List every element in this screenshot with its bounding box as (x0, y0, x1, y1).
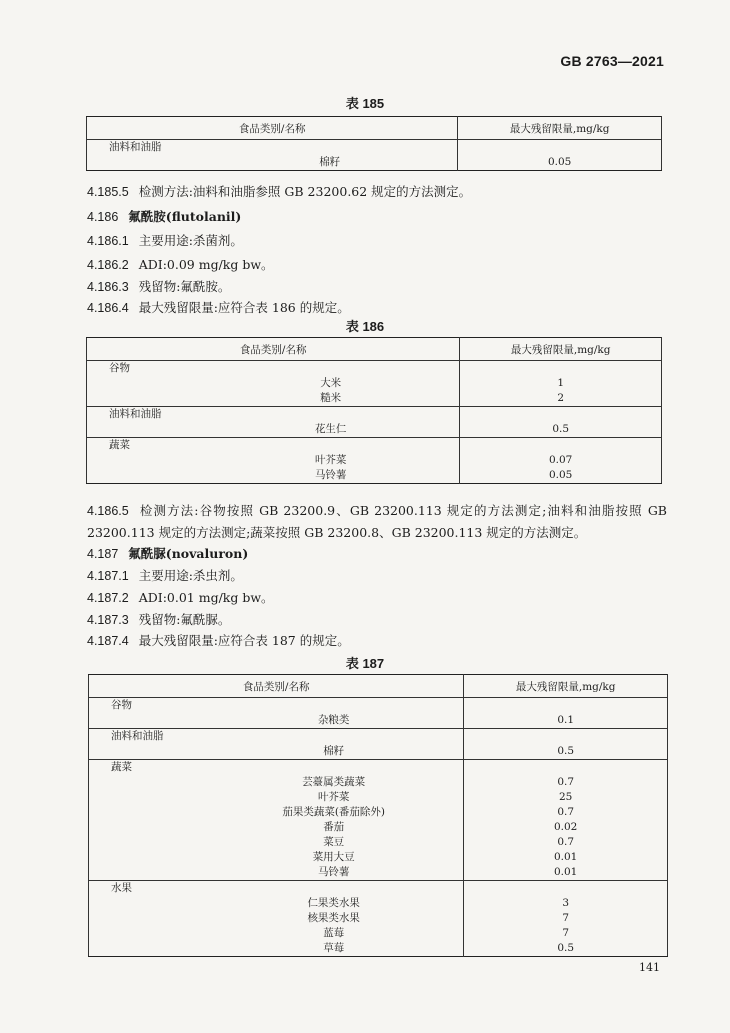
table-185 (86, 116, 662, 171)
food-name: 叶芥菜 (89, 790, 464, 805)
para-4-186-5: 4.186.5 检测方法:谷物按照 GB 23200.9、GB 23200.113 规定的方法测定;油料和油脂按照 GB 23200.113 规定的方法测定;蔬菜按照 GB 23200.8、GB 23200.113 规定的方法测定。 (87, 503, 667, 540)
standard-code: GB 2763—2021 (560, 53, 664, 69)
para-4-186-2: 4.186.2 ADI:0.09 mg/kg bw。 (87, 257, 274, 272)
col-food-header: 食品类别/名称 (89, 675, 464, 698)
group-row (87, 438, 662, 454)
empty-cell (464, 760, 668, 776)
mrl-value: 0.7 (557, 776, 575, 788)
para-4-185-5: 4.185.5 检测方法:油料和油脂参照 GB 23200.62 规定的方法测定。 (87, 184, 472, 199)
food-group-name: 蔬菜 (89, 760, 464, 776)
food-name: 马铃薯 (89, 865, 464, 881)
table-row (89, 744, 668, 760)
mrl-value: 3 (562, 897, 570, 909)
mrl-value: 0.7 (557, 806, 575, 818)
group-row (87, 361, 662, 377)
food-name: 芸薹属类蔬菜 (89, 775, 464, 790)
mrl-value: 1 (557, 377, 565, 389)
mrl-value: 25 (559, 791, 573, 803)
group-row (87, 140, 662, 156)
table-row (89, 896, 668, 911)
mrl-value: 7 (562, 927, 570, 939)
table-row (89, 911, 668, 926)
table-row (89, 790, 668, 805)
food-name: 糙米 (87, 391, 460, 407)
para-4-186-4: 4.186.4 最大残留限量:应符合表 186 的规定。 (87, 300, 350, 315)
empty-cell (464, 729, 668, 745)
food-group-name: 谷物 (87, 361, 460, 377)
table-187-caption: 表 187 (345, 656, 385, 671)
para-4-187-3: 4.187.3 残留物:氟酰脲。 (87, 612, 231, 627)
mrl-value: 0.5 (552, 423, 570, 435)
mrl-value: 0.05 (548, 469, 573, 481)
table-187 (88, 674, 668, 957)
table-185-caption: 表 185 (345, 96, 385, 111)
table-row (89, 865, 668, 881)
para-4-187-2: 4.187.2 ADI:0.01 mg/kg bw。 (87, 590, 274, 605)
mrl-value: 7 (562, 912, 570, 924)
table-row (87, 155, 662, 171)
table-row (89, 926, 668, 941)
col-mrl-header: 最大残留限量,mg/kg (464, 675, 668, 698)
food-name: 茄果类蔬菜(番茄除外) (89, 805, 464, 820)
empty-cell (464, 881, 668, 897)
page-number: 141 (639, 961, 660, 974)
mrl-value: 2 (557, 392, 565, 404)
col-food-header: 食品类别/名称 (87, 117, 458, 140)
empty-cell (460, 407, 662, 423)
mrl-value: 0.5 (557, 745, 575, 757)
food-group-name: 油料和油脂 (87, 140, 458, 156)
table-row (89, 835, 668, 850)
empty-cell (458, 140, 662, 156)
mrl-value: 0.02 (553, 821, 578, 833)
group-row (89, 760, 668, 776)
table-row (87, 453, 662, 468)
table-row (89, 775, 668, 790)
para-4-187-1: 4.187.1 主要用途:杀虫剂。 (87, 568, 243, 583)
food-name: 棉籽 (89, 744, 464, 760)
empty-cell (464, 698, 668, 714)
section-4-187-heading: 4.187 氟酰脲(novaluron) (87, 546, 249, 561)
mrl-value: 0.05 (547, 156, 572, 168)
mrl-value: 0.01 (553, 851, 578, 863)
table-row (89, 713, 668, 729)
para-4-186-3: 4.186.3 残留物:氟酰胺。 (87, 279, 231, 294)
mrl-value: 0.7 (557, 836, 575, 848)
group-row (89, 881, 668, 897)
food-group-name: 油料和油脂 (89, 729, 464, 745)
empty-cell (460, 361, 662, 377)
table-row (89, 820, 668, 835)
table-row (89, 850, 668, 865)
para-4-186-1: 4.186.1 主要用途:杀菌剂。 (87, 233, 243, 248)
col-mrl-header: 最大残留限量,mg/kg (460, 338, 662, 361)
group-row (87, 407, 662, 423)
food-name: 菜豆 (89, 835, 464, 850)
table-186 (86, 337, 662, 484)
food-name: 核果类水果 (89, 911, 464, 926)
food-name: 棉籽 (87, 155, 458, 171)
col-food-header: 食品类别/名称 (87, 338, 460, 361)
food-group-name: 蔬菜 (87, 438, 460, 454)
table-row (89, 805, 668, 820)
mrl-value: 0.01 (553, 866, 578, 878)
food-name: 杂粮类 (89, 713, 464, 729)
table-row (87, 422, 662, 438)
empty-cell (460, 438, 662, 454)
table-row (87, 391, 662, 407)
food-name: 蓝莓 (89, 926, 464, 941)
food-name: 草莓 (89, 941, 464, 957)
food-name: 仁果类水果 (89, 896, 464, 911)
group-row (89, 729, 668, 745)
mrl-value: 0.07 (548, 454, 573, 466)
table-186-caption: 表 186 (345, 319, 385, 334)
table-row (87, 468, 662, 484)
food-name: 马铃薯 (87, 468, 460, 484)
food-name: 大米 (87, 376, 460, 391)
group-row (89, 698, 668, 714)
food-group-name: 水果 (89, 881, 464, 897)
col-mrl-header: 最大残留限量,mg/kg (458, 117, 662, 140)
mrl-value: 0.5 (557, 942, 575, 954)
food-group-name: 油料和油脂 (87, 407, 460, 423)
mrl-value: 0.1 (557, 714, 575, 726)
para-4-187-4: 4.187.4 最大残留限量:应符合表 187 的规定。 (87, 633, 350, 648)
food-name: 菜用大豆 (89, 850, 464, 865)
food-group-name: 谷物 (89, 698, 464, 714)
food-name: 花生仁 (87, 422, 460, 438)
section-4-186-heading: 4.186 氟酰胺(flutolanil) (87, 209, 242, 224)
table-row (89, 941, 668, 957)
food-name: 叶芥菜 (87, 453, 460, 468)
table-row (87, 376, 662, 391)
food-name: 番茄 (89, 820, 464, 835)
